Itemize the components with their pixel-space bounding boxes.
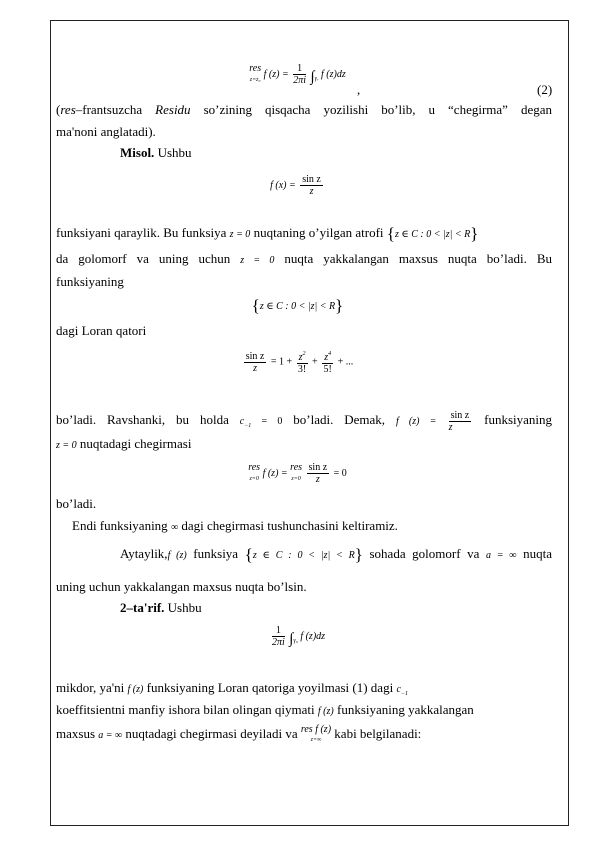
integrand: f (z)dz [320,68,346,80]
text-fragment: Aytaylik, [120,546,168,561]
paragraph-funksiya-line2 [56,251,552,269]
res-subscript: z=0 [249,476,259,482]
factorial-5: 5! [323,364,332,375]
res-operator: res [300,724,313,735]
z-symbol: z [298,352,303,363]
fraction-sinz-z [300,174,323,197]
text-fragment: bo’ladi. Ravshanki, bu holda [56,411,240,427]
equals-zero: = 0 [261,415,283,427]
res-operator: res [248,462,261,473]
series-ellipsis: + ... [337,356,354,368]
paragraph-res-line1 [56,102,552,118]
fraction-sinz-z [307,462,330,485]
set-punctured-disk: {z ∈ C : 0 < |z| < R} [386,224,479,243]
equals-zero: = 0 [333,467,347,479]
infinity-symbol: ∞ [170,522,179,533]
eq2-comma: , [357,82,361,97]
f-of-z: f (z) [315,724,332,735]
text-fragment: funksiyaning yakkalangan [333,702,474,717]
equals-sign: = [280,467,288,479]
text-fragment: Endi funksiyaning [72,518,171,533]
fraction-numerator: 1 [293,63,306,75]
f-of-x: f (x) [270,179,287,191]
text-fragment: funksiyaning [473,411,553,427]
formula-residue-integral [0,63,595,86]
text-fragment: kabi belgilanadi: [331,725,422,741]
fraction-sinz-z [449,410,472,433]
text-fragment: ( [56,102,61,117]
text-fragment: da golomorf va uning uchun [56,251,241,266]
set-content: z ∈ C : 0 < |z| < R [394,229,471,240]
coef-c: c [396,684,401,695]
aytaylik-line1 [120,546,552,564]
fraction-sinz-z [244,351,267,374]
text-fragment: funksiyani qaraylik. Bu funksiya [56,225,230,240]
denominator-z: z [309,186,314,197]
exponent-4: 4 [328,351,332,357]
integrand: f (z)dz [300,630,326,642]
definition-text: Ushbu [164,600,202,615]
text-fragment: funksiya [186,546,245,561]
definition-heading [120,600,202,616]
numerator-sinz: sin z [245,350,265,362]
math-a-eq-inf: a = ∞ [98,729,123,741]
paragraph-boladi-line2 [56,436,191,454]
fraction-denominator: 2πi [271,637,285,648]
integral-contour: γ₀ [293,637,298,644]
aytaylik-line2: uning uchun yakkalangan maxsus nuqta bo’lsin. [56,579,307,594]
equals-sign: = [429,415,437,427]
index-minus1: −1 [400,691,408,697]
text-fragment: nuqtadagi chegirmasi [76,436,192,451]
fraction-1-over-2pi-i [272,625,285,648]
plus-sign: + [312,356,318,368]
paragraph-funksiya-line3: funksiyaning [56,274,124,289]
res-word: res [60,102,76,117]
res-subscript: z=∞ [310,737,322,743]
numerator-sinz: sin z [302,174,321,185]
text-fragment: –frantsuzcha [75,102,156,117]
endi-line [72,518,398,536]
text-fragment: sohada golomorf va [362,546,486,561]
text-fragment: funksiyaning Loran qatoriga yoyilmasi (1) dagi [143,680,397,695]
math-z-eq-0: z = 0 [229,229,251,240]
example-label: Misol. [120,145,155,160]
text-fragment: nuqtadagi chegirmasi deyiladi va [122,725,301,741]
set-punctured-disk: {z ∈ C : 0 < |z| < R} [244,545,363,564]
fraction-z2-3fact [297,349,308,375]
math-z-eq-0: z = 0 [240,255,275,266]
integral-contour: γᵣ [314,75,319,82]
math-z-eq-0: z = 0 [56,440,77,451]
z-symbol: z [324,352,329,363]
fraction-numerator: 1 [272,625,285,637]
f-of-z: f (z) [262,467,279,479]
integral-sign: ∫ [310,68,315,85]
text-fragment: dagi chegirmasi tushunchasini keltiramiz. [178,518,398,533]
text-fragment: nuqtaning o’yilgan atrofi [250,225,387,240]
formula-sinz-over-z [0,174,595,197]
text-fragment: mikdor, ya'ni [56,680,128,695]
res-subscript: z=0 [291,476,301,482]
example-heading [120,145,192,161]
equation-number-2: (2) [537,82,553,97]
math-a-eq-inf: a = ∞ [485,550,517,561]
f-of-z: f (z) [395,415,420,427]
fraction-denominator: 2πi [293,75,307,86]
boladi-line: bo’ladi. [56,496,97,511]
paragraph-res-line2: ma'noni anglatadi). [56,124,156,139]
fraction-z4-5fact [322,349,333,375]
definition-body-line1 [56,680,408,702]
set-content: z ∈ C : 0 < |z| < R [259,301,336,312]
numerator-sinz: sin z [308,462,328,473]
residu-word: Residu [155,102,191,117]
text-fragment: maxsus [56,725,99,741]
res-subscript: z=z₀ [249,77,261,83]
f-of-z: f (z) [167,550,187,561]
f-of-z: f (z) [317,706,334,717]
loran-series-caption: dagi Loran qatori [56,323,147,338]
f-of-z: f (z) [263,68,280,80]
text-fragment: nuqta [516,546,552,561]
definition-label: 2–ta'rif. [120,600,165,615]
equals-sign: = [281,68,289,80]
text-fragment: nuqta yakkalangan maxsus nuqta bo’ladi. Bu [274,251,553,266]
definition-body-line2 [56,702,474,720]
fraction-1-over-2pi-i [293,63,306,86]
set-punctured-disk-display: {z ∈ C : 0 < |z| < R} [251,296,344,315]
factorial-3: 3! [297,364,307,375]
formula-laurent-series [0,349,595,375]
paragraph-boladi-line1 [56,410,552,434]
coef-c: c [239,415,245,427]
paragraph-funksiya-line1 [56,225,478,243]
equals-sign: = [289,179,296,191]
formula-residue-at-zero [0,462,595,485]
index-minus1: −1 [244,422,252,429]
numerator-sinz: sin z [450,410,470,421]
formula-contour-integral [0,625,595,648]
example-text: Ushbu [154,145,192,160]
text-fragment: so’zining qisqacha yozilishi bo’lib, u “chegirma” degan [190,102,552,117]
series-leading-term: = 1 + [270,356,295,368]
res-operator: res [290,462,303,473]
denominator-z: z [448,422,453,433]
f-of-z: f (z) [127,684,144,695]
res-operator: res [249,63,262,74]
denominator-z: z [253,362,257,374]
definition-body-line3 [56,725,421,745]
set-content: z ∈ C : 0 < |z| < R [252,550,355,561]
denominator-z: z [315,474,320,485]
integral-sign: ∫ [289,630,294,647]
text-fragment: koeffitsientni manfiy ishora bilan olingan qiymati [56,702,318,717]
exponent-2: 2 [302,351,306,357]
text-fragment: bo’ladi. Demak, [282,411,396,427]
